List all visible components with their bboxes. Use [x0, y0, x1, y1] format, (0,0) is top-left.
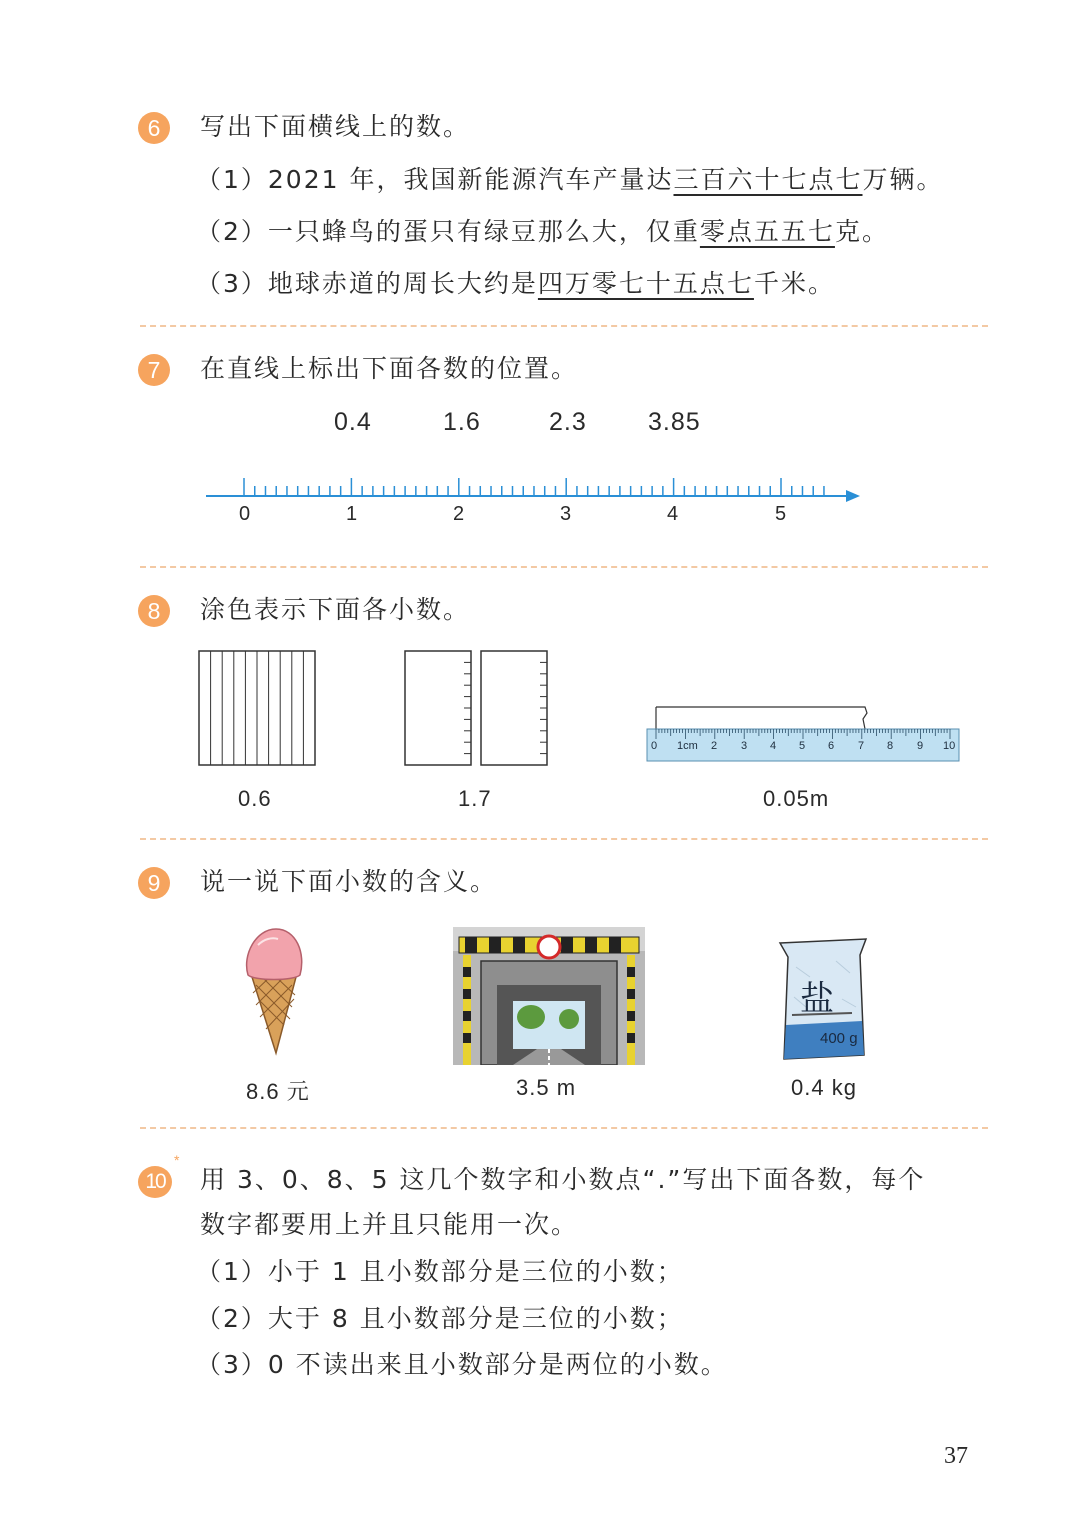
value-label: 2.3 — [549, 408, 587, 436]
question-text: 数字都要用上并且只能用一次。 — [200, 1210, 579, 1239]
decimal-label: 1.7 — [458, 786, 492, 811]
question-number-badge: 6 — [138, 112, 170, 144]
ruler-label: 2 — [711, 740, 718, 752]
number-line-ticks — [244, 478, 824, 496]
dashed-divider — [140, 325, 988, 327]
question-item: （2）大于 8 且小数部分是三位的小数； — [196, 1304, 684, 1333]
axis-label: 5 — [775, 503, 788, 525]
question-number-badge: 8 — [138, 595, 170, 627]
question-title: 写出下面横线上的数。 — [200, 112, 471, 141]
dashed-divider — [140, 1127, 988, 1129]
question-title: 说一说下面小数的含义。 — [200, 867, 498, 896]
ruler-label: 8 — [887, 740, 894, 752]
question-title: 在直线上标出下面各数的位置。 — [200, 354, 579, 383]
item-text: （2）一只蜂鸟的蛋只有绿豆那么大，仅重 — [196, 217, 700, 246]
dashed-divider — [140, 566, 988, 568]
salt-label: 盐 — [800, 979, 834, 1019]
image-caption: 8.6 元 — [246, 1079, 310, 1104]
image-caption: 3.5 m — [516, 1075, 577, 1100]
question-item: （1）小于 1 且小数部分是三位的小数； — [196, 1257, 684, 1286]
tenths-strip-grid — [198, 650, 318, 768]
dashed-divider — [140, 838, 988, 840]
question-number-badge: 7 — [138, 354, 170, 386]
underlined-text: 三百六十七点七 — [673, 165, 863, 194]
image-caption: 0.4 kg — [791, 1075, 857, 1100]
ruler-label: 5 — [799, 740, 806, 752]
question-text: 用 3、0、8、5 这几个数字和小数点“.”写出下面各数，每个 — [200, 1165, 926, 1194]
question-item — [196, 267, 835, 301]
item-text: （1）2021 年，我国新能源汽车产量达 — [196, 165, 674, 194]
ruler-label: 0 — [651, 740, 658, 752]
question-item — [196, 163, 944, 197]
ruler-labels — [651, 740, 971, 758]
underlined-text: 四万零七十五点七 — [537, 269, 754, 298]
item-text: 克。 — [834, 217, 889, 246]
item-text: 万辆。 — [862, 165, 944, 194]
axis-label: 1 — [346, 503, 359, 525]
ruler-label: 1cm — [677, 740, 698, 752]
question-item — [196, 215, 889, 249]
ruler-label: 10 — [943, 740, 956, 752]
axis-label: 4 — [667, 503, 680, 525]
salt-weight: 400 g — [820, 1030, 858, 1047]
value-label: 3.85 — [648, 408, 701, 436]
two-unit-rectangles — [404, 650, 550, 768]
axis-label: 2 — [453, 503, 466, 525]
axis-label: 3 — [560, 503, 573, 525]
page-number: 37 — [944, 1443, 968, 1469]
question-number-badge: 9 — [138, 867, 170, 899]
ruler-label: 3 — [741, 740, 748, 752]
question-item: （3）0 不读出来且小数部分是两位的小数。 — [196, 1350, 728, 1379]
ice-cream-cone-icon — [240, 925, 308, 1057]
value-label: 1.6 — [443, 408, 481, 436]
value-label: 0.4 — [334, 408, 372, 436]
decimal-label: 0.6 — [238, 786, 272, 811]
underlined-text: 零点五五七 — [699, 217, 835, 246]
question-number-badge: 10 — [138, 1166, 172, 1198]
ruler-label: 4 — [770, 740, 777, 752]
item-text: 千米。 — [753, 269, 835, 298]
question-title: 涂色表示下面各小数。 — [200, 595, 471, 624]
tunnel-height-limit-icon — [453, 927, 645, 1065]
ruler-label: 9 — [917, 740, 924, 752]
decimal-label: 0.05m — [763, 786, 830, 811]
item-text: （3）地球赤道的周长大约是 — [196, 269, 538, 298]
arrow-icon — [846, 490, 860, 502]
ruler-label: 7 — [858, 740, 865, 752]
axis-label: 0 — [239, 503, 252, 525]
challenge-star-icon: * — [174, 1152, 180, 1168]
ruler-label: 6 — [828, 740, 835, 752]
